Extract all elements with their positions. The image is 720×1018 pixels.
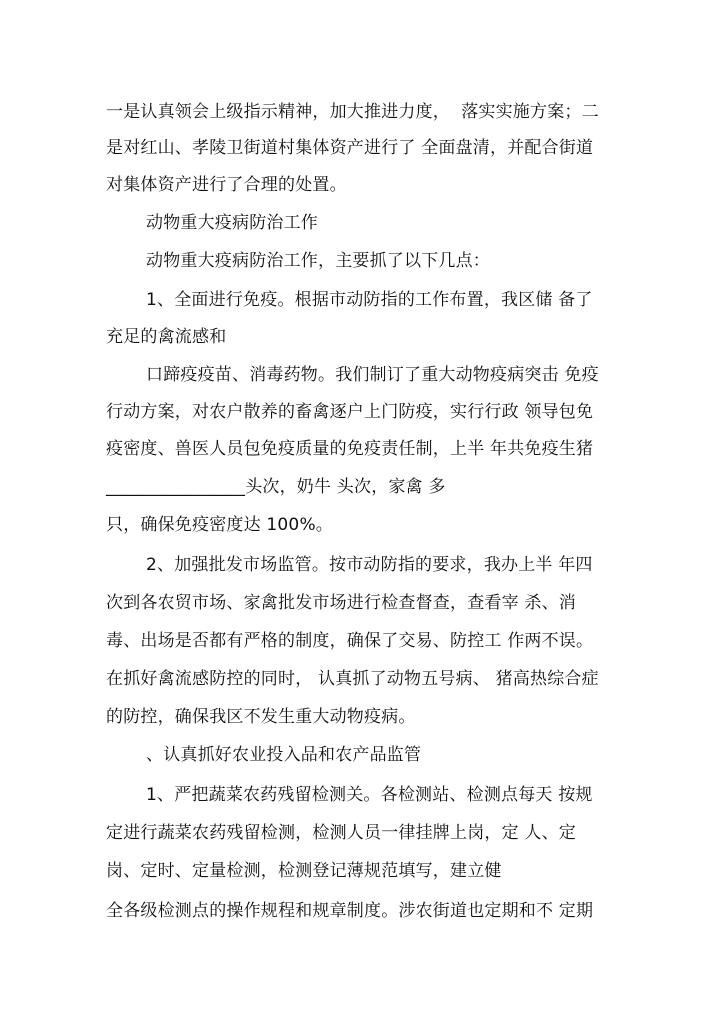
text-line: 是对红山、孝陵卫街道村集体资产进行了 全面盘清，并配合街道 <box>106 138 594 158</box>
text-line: 动物重大疫病防治工作，主要抓了以下几点： <box>146 251 490 271</box>
text-line: 2、加强批发市场监管。按市动防指的要求，我办上半 年四 <box>146 555 593 575</box>
text-line: 1、严把蔬菜农药残留检测关。各检测站、检测点每天 按规 <box>146 785 593 805</box>
text-line: 一是认真领会上级指示精神，加大推进力度， 落实实施方案；二 <box>106 102 599 122</box>
text-line: ________________头次，奶牛 头次，家禽 多 <box>106 477 446 497</box>
section-heading: 动物重大疫病防治工作 <box>146 213 318 233</box>
text-line: 的防控，确保我区不发生重大动物疫病。 <box>106 707 416 727</box>
text-line: 1、全面进行免疫。根据市动防指的工作布置，我区储 备了 <box>146 290 593 310</box>
text-line: 全各级检测点的操作规程和规章制度。涉农街道也定期和不 定期 <box>106 901 594 921</box>
text-line: 岗、定时、定量检测，检测登记薄规范填写，建立健 <box>106 861 502 881</box>
text-line: 在抓好禽流感防控的同时， 认真抓了动物五号病、 猪高热综合症 <box>106 669 599 689</box>
section-heading: 、认真抓好农业投入品和农产品监管 <box>146 745 422 765</box>
text-line: 疫密度、兽医人员包免疫质量的免疫责任制，上半 年共免疫生猪 <box>106 439 594 459</box>
text-line: 定进行蔬菜农药残留检测，检测人员一律挂牌上岗，定 人、定 <box>106 823 577 843</box>
text-line: 次到各农贸市场、家禽批发市场进行检查督查，查看宰 杀、消 <box>106 593 577 613</box>
text-line: 对集体资产进行了合理的处置。 <box>106 175 347 195</box>
text-line: 行动方案，对农户散养的畜禽逐户上门防疫，实行行政 领导包免 <box>106 402 594 422</box>
text-line: 只，确保免疫密度达 100%。 <box>106 515 334 535</box>
text-line: 充足的禽流感和 <box>106 327 227 347</box>
text-line: 毒、出场是否都有严格的制度，确保了交易、防控工 作两不误。 <box>106 631 594 651</box>
text-line: 口蹄疫疫苗、消毒药物。我们制订了重大动物疫病突击 免疫 <box>146 365 599 385</box>
